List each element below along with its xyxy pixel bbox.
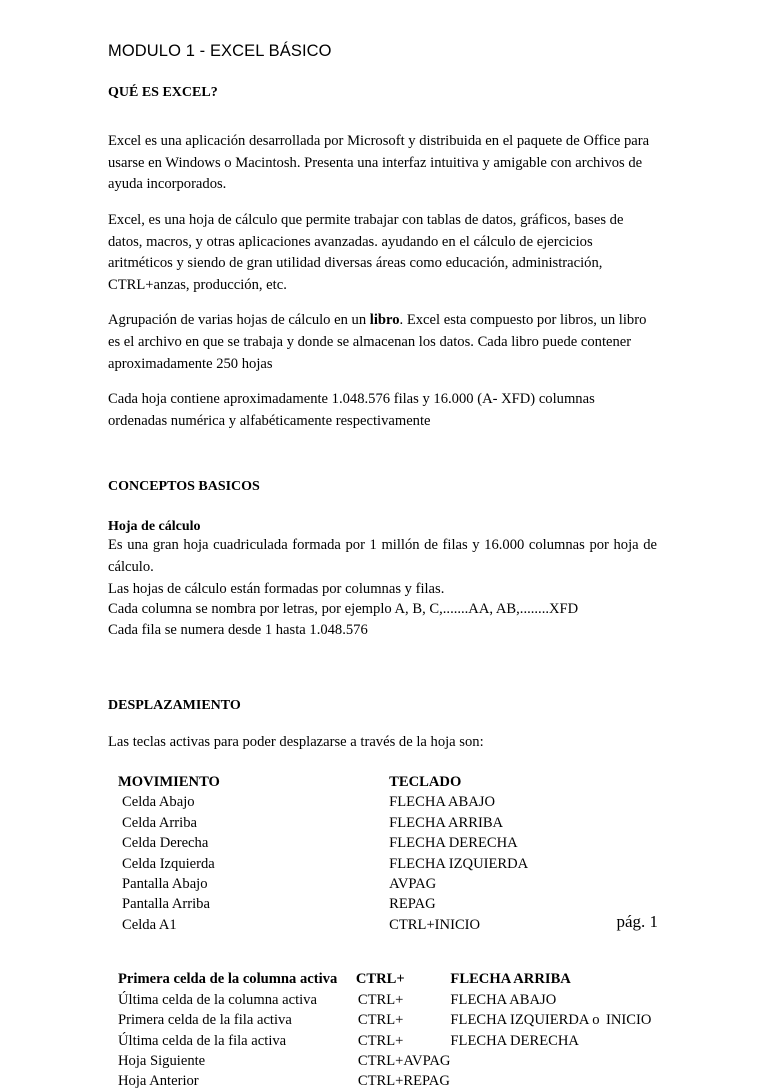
table-row (118, 1031, 657, 1051)
cell-teclado: FLECHA IZQUIERDA (389, 855, 529, 872)
movement-keyboard-table-2 (118, 969, 657, 1092)
cell-key-alt (606, 1031, 657, 1051)
table-header-row (118, 772, 657, 792)
table-row (118, 792, 657, 812)
cell-teclado: CTRL+INICIO (389, 916, 481, 933)
table-row (118, 1071, 657, 1091)
concepto-line-4: Cada fila se numera desde 1 hasta 1.048.576 (108, 622, 368, 639)
paragraph-libro-emphasis: libro (369, 312, 400, 329)
cell-movimiento: Celda Derecha (122, 835, 209, 852)
movement-keyboard-table-1-body (118, 772, 657, 935)
table-row (118, 990, 657, 1010)
cell-modifier: CTRL+REPAG (357, 1073, 450, 1090)
cell-key-alt (606, 1051, 657, 1071)
cell-key-alt (606, 1071, 657, 1091)
cell-movimiento: Celda A1 (122, 916, 177, 933)
cell-key: FLECHA ABAJO (450, 991, 557, 1008)
cell-teclado: FLECHA ARRIBA (389, 814, 504, 831)
movement-keyboard-table-1 (118, 772, 657, 935)
cell-movimiento: Celda Izquierda (122, 855, 215, 872)
cell-key-alt: INICIO (606, 1012, 652, 1029)
cell-key-alt (606, 990, 657, 1010)
cell-modifier: CTRL+ (355, 971, 405, 988)
cell-movimiento: Hoja Siguiente (118, 1052, 206, 1069)
paragraph-libro (108, 310, 657, 375)
cell-key-alt (606, 969, 657, 989)
page-title: MODULO 1 - EXCEL BÁSICO (108, 42, 332, 60)
page-footer: pág. 1 (616, 912, 658, 931)
cell-teclado: FLECHA ABAJO (389, 794, 495, 811)
concepto-line-3: Cada columna se nombra por letras, por ejemplo A, B, C,.......AA, AB,........XFD (108, 601, 579, 618)
paragraph-que-es-excel-2: Excel, es una hoja de cálculo que permite trabajar con tablas de datos, gráficos, bases de datos, macros, y otras aplicaciones avanzadas. ayudando en el cálculo de ejercicios aritméticos y siendo de gran utilidad diversas áreas como educación, administración, CTRL+anzas, producción, etc. (108, 212, 624, 293)
paragraph-filas-columnas: Cada hoja contiene aproximadamente 1.048.576 filas y 16.000 (A- XFD) columnas ordenadas numérica y alfabéticamente respectivamente (108, 391, 595, 429)
cell-modifier: CTRL+ (357, 991, 404, 1008)
section-heading-conceptos-basicos: CONCEPTOS BASICOS (108, 479, 260, 495)
movement-keyboard-table-2-body (118, 969, 657, 1092)
table-row-highlighted (118, 969, 657, 989)
cell-teclado: REPAG (389, 896, 436, 913)
table-row (118, 1051, 657, 1071)
concepto-line-1: Es una gran hoja cuadriculada formada por 1 millón de filas y 16.000 columnas por hoja de cálculo. (108, 537, 657, 576)
cell-movimiento: Celda Abajo (122, 794, 195, 811)
cell-modifier: CTRL+AVPAG (357, 1052, 451, 1069)
table-row (118, 874, 657, 894)
paragraph-libro-part1: Agrupación de varias hojas de cálculo en un (108, 312, 370, 329)
cell-key (450, 1071, 606, 1091)
cell-modifier: CTRL+ (357, 1032, 404, 1049)
cell-key: FLECHA DERECHA (450, 1032, 579, 1049)
subheading-hoja-de-calculo: Hoja de cálculo (108, 518, 201, 534)
table-row (118, 1010, 657, 1030)
table-row (118, 854, 657, 874)
cell-movimiento: Primera celda de la columna activa (118, 971, 338, 988)
cell-movimiento: Pantalla Abajo (122, 875, 208, 892)
concepto-line-2: Las hojas de cálculo están formadas por columnas y filas. (108, 580, 445, 597)
cell-teclado: FLECHA DERECHA (389, 835, 518, 852)
column-header-movimiento: MOVIMIENTO (118, 773, 220, 790)
table-row (118, 833, 657, 853)
cell-movimiento: Celda Arriba (122, 814, 197, 831)
cell-teclado: AVPAG (389, 875, 437, 892)
cell-key: FLECHA IZQUIERDA o (450, 1012, 600, 1029)
cell-modifier: CTRL+ (357, 1012, 404, 1029)
cell-movimiento: Última celda de la columna activa (118, 991, 317, 1008)
column-header-teclado: TECLADO (389, 773, 462, 790)
table-row (118, 813, 657, 833)
paragraph-libro-part2: . Excel esta compuesto por libros, un libro es el archivo en que se trabaja y donde se almacenan los datos. Cada libro puede contener aproximadamente 250 hojas (108, 312, 647, 372)
cell-movimiento: Pantalla Arriba (122, 896, 210, 913)
section-heading-que-es-excel: QUÉ ES EXCEL? (108, 84, 218, 100)
cell-key: FLECHA ARRIBA (450, 971, 571, 988)
paragraph-que-es-excel-1: Excel es una aplicación desarrollada por Microsoft y distribuida en el paquete de Office para usarse en Windows o Macintosh. Presenta una interfaz intuitiva y amigable con archivos de ayuda incorporados. (108, 133, 650, 193)
section-heading-desplazamiento: DESPLAZAMIENTO (108, 697, 241, 713)
cell-movimiento: Primera celda de la fila activa (118, 1012, 292, 1029)
paragraph-desplazamiento-intro: Las teclas activas para poder desplazarse a través de la hoja son: (108, 734, 484, 751)
cell-key (450, 1051, 606, 1071)
cell-movimiento: Última celda de la fila activa (118, 1032, 287, 1049)
cell-movimiento: Hoja Anterior (118, 1073, 199, 1090)
